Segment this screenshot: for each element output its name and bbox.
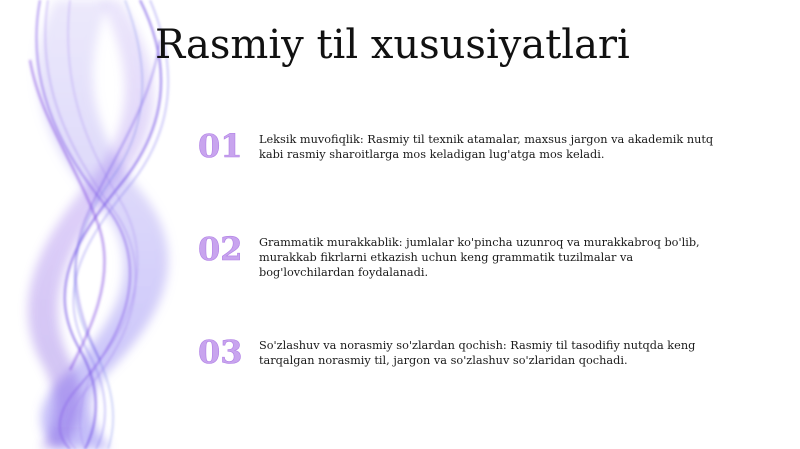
item-text: Leksik muvofiqlik: Rasmiy til texnik atamalar, maxsus jargon va akademik nutq kabi rasmiy sharoitlarga mos keladigan lug'atga mos keladi. [259,133,714,161]
slide-title: Rasmiy til xususiyatlari [155,22,630,68]
item-number: 01 [198,127,243,165]
item-text: Grammatik murakkablik: jumlalar ko'pincha uzunroq va murakkabroq bo'lib, murakkab fikrlarni etkazish uchun keng grammatik tuzilmalar va bog'lovchilardan foydalanadi. [259,236,700,279]
item-text: So'zlashuv va norasmiy so'zlardan qochish: Rasmiy til tasodifiy nutqda keng tarqalgan norasmiy til, jargon va so'zlashuv so'zlaridan qochadi. [259,339,696,367]
item-number: 03 [198,333,243,371]
item-number: 02 [198,230,243,268]
